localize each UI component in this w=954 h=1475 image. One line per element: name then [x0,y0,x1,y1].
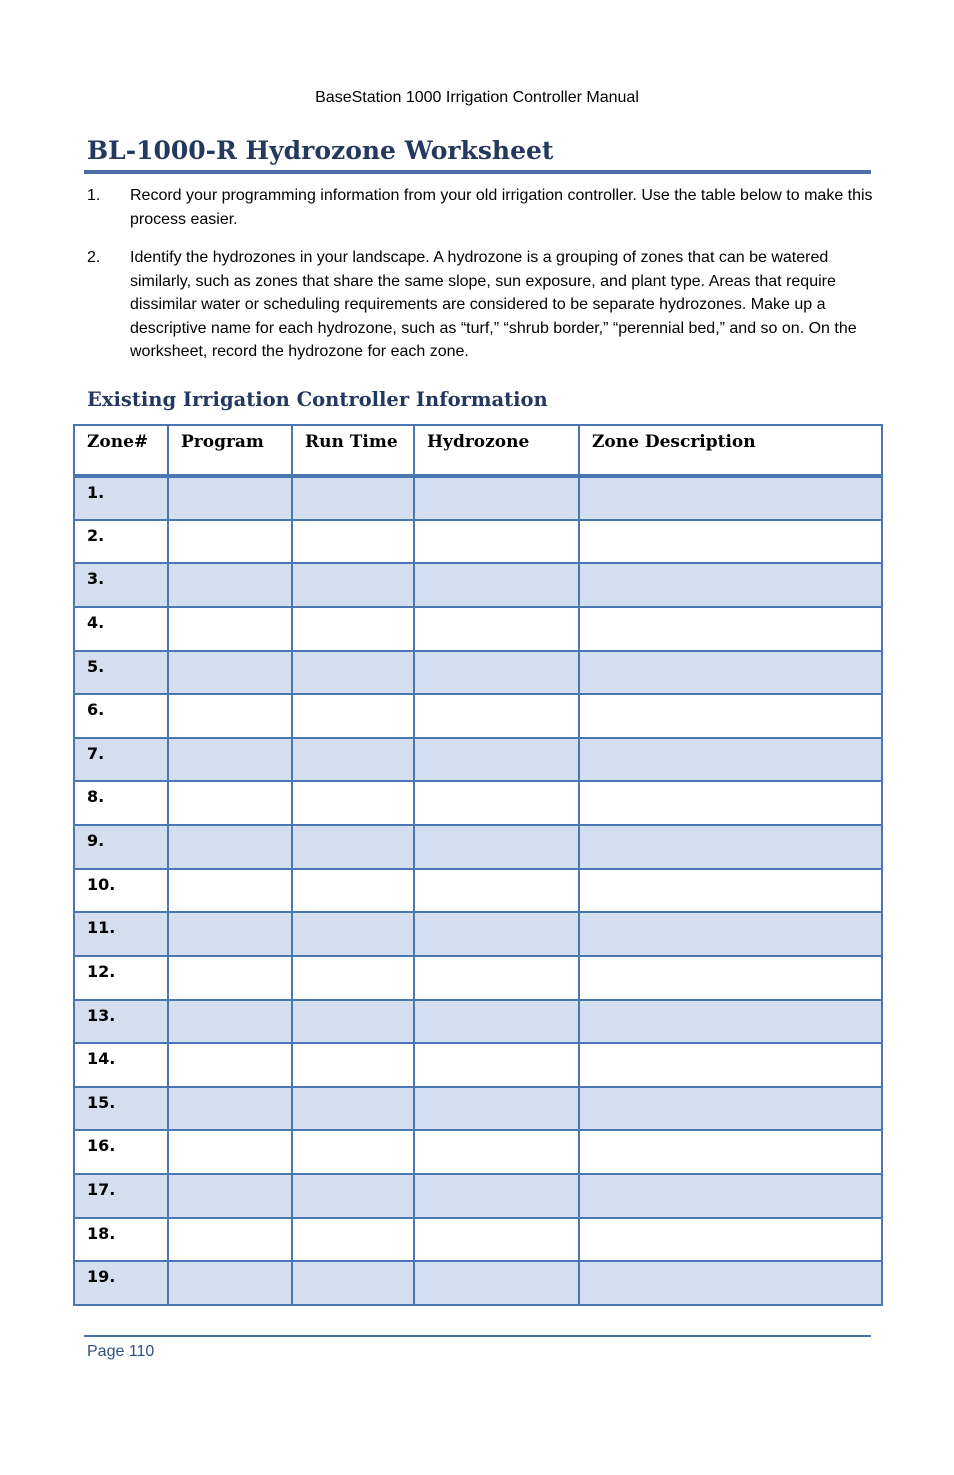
program-cell[interactable] [168,694,292,738]
run-time-cell[interactable] [292,956,414,1000]
zone-description-cell[interactable] [579,1218,882,1262]
hydrozone-cell[interactable] [414,738,579,782]
hydrozone-cell[interactable] [414,651,579,695]
column-header-hydrozone: Hydrozone [414,425,579,476]
zone-description-cell[interactable] [579,956,882,1000]
zone-number-cell: 18. [74,1218,168,1262]
zone-description-cell[interactable] [579,1043,882,1087]
zone-number-cell: 5. [74,651,168,695]
run-time-cell[interactable] [292,520,414,564]
run-time-cell[interactable] [292,1000,414,1044]
zone-description-cell[interactable] [579,781,882,825]
step-number: 1. [87,187,101,204]
run-time-cell[interactable] [292,781,414,825]
hydrozone-cell[interactable] [414,694,579,738]
zone-description-cell[interactable] [579,520,882,564]
run-time-cell[interactable] [292,563,414,607]
run-time-cell[interactable] [292,869,414,913]
hydrozone-cell[interactable] [414,1174,579,1218]
hydrozone-cell[interactable] [414,825,579,869]
hydrozone-cell[interactable] [414,563,579,607]
zone-number-cell: 6. [74,694,168,738]
zone-description-cell[interactable] [579,825,882,869]
table-row [74,607,882,651]
zone-number-cell: 19. [74,1261,168,1305]
zone-description-cell[interactable] [579,1261,882,1305]
zone-description-cell[interactable] [579,607,882,651]
program-cell[interactable] [168,825,292,869]
section-title: Existing Irrigation Controller Information [87,388,548,411]
program-cell[interactable] [168,956,292,1000]
zone-number-cell: 12. [74,956,168,1000]
column-header-run-time: Run Time [292,425,414,476]
step-number: 2. [87,249,101,266]
running-header: BaseStation 1000 Irrigation Controller Manual [315,89,639,106]
hydrozone-cell[interactable] [414,869,579,913]
run-time-cell[interactable] [292,1218,414,1262]
run-time-cell[interactable] [292,1261,414,1305]
program-cell[interactable] [168,781,292,825]
run-time-cell[interactable] [292,912,414,956]
zone-number-cell: 7. [74,738,168,782]
program-cell[interactable] [168,1043,292,1087]
zone-number-cell: 9. [74,825,168,869]
run-time-cell[interactable] [292,1174,414,1218]
program-cell[interactable] [168,1261,292,1305]
run-time-cell[interactable] [292,651,414,695]
hydrozone-cell[interactable] [414,1000,579,1044]
hydrozone-cell[interactable] [414,607,579,651]
zone-description-cell[interactable] [579,869,882,913]
run-time-cell[interactable] [292,1043,414,1087]
program-cell[interactable] [168,520,292,564]
zone-number-cell: 8. [74,781,168,825]
program-cell[interactable] [168,607,292,651]
zone-description-cell[interactable] [579,1087,882,1131]
program-cell[interactable] [168,1174,292,1218]
footer-rule [84,1335,871,1337]
table-row [74,1000,882,1044]
table-row [74,1261,882,1305]
run-time-cell[interactable] [292,738,414,782]
table-row [74,738,882,782]
hydrozone-cell[interactable] [414,476,579,520]
zone-number-cell: 11. [74,912,168,956]
zone-description-cell[interactable] [579,563,882,607]
zone-description-cell[interactable] [579,1130,882,1174]
table-row [74,651,882,695]
zone-number-cell: 13. [74,1000,168,1044]
run-time-cell[interactable] [292,825,414,869]
table-row [74,1130,882,1174]
hydrozone-cell[interactable] [414,1130,579,1174]
run-time-cell[interactable] [292,1130,414,1174]
program-cell[interactable] [168,563,292,607]
zone-description-cell[interactable] [579,738,882,782]
zone-number-cell: 10. [74,869,168,913]
table-row [74,563,882,607]
instruction-step [87,246,877,364]
table-row [74,476,882,520]
run-time-cell[interactable] [292,1087,414,1131]
zone-number-cell: 16. [74,1130,168,1174]
program-cell[interactable] [168,1087,292,1131]
hydrozone-cell[interactable] [414,520,579,564]
table-header-row [74,425,882,476]
program-cell[interactable] [168,1218,292,1262]
table-row [74,825,882,869]
zone-number-cell: 14. [74,1043,168,1087]
instruction-list [87,184,877,379]
table-row [74,869,882,913]
hydrozone-cell[interactable] [414,1087,579,1131]
table-row [74,781,882,825]
step-text: Identify the hydrozones in your landscape. A hydrozone is a grouping of zones that can be watered similarly, such as zones that share the same slope, sun exposure, and plant type. Areas that require dissimilar water or scheduling requirements are considered to be separate hydrozones. Make up a descriptive name for each hydrozone, such as “turf,” “shrub border,” “perennial bed,” and so on. On the worksheet, record the hydrozone for each zone. [130,249,857,360]
zone-description-cell[interactable] [579,1000,882,1044]
zone-description-cell[interactable] [579,651,882,695]
table-row [74,1218,882,1262]
table-row [74,694,882,738]
program-cell[interactable] [168,869,292,913]
page-title: BL-1000-R Hydrozone Worksheet [87,136,554,165]
zone-description-cell[interactable] [579,694,882,738]
hydrozone-cell[interactable] [414,1261,579,1305]
zone-number-cell: 4. [74,607,168,651]
hydrozone-cell[interactable] [414,1043,579,1087]
zone-number-cell: 3. [74,563,168,607]
run-time-cell[interactable] [292,476,414,520]
hydrozone-cell[interactable] [414,781,579,825]
table-row [74,1174,882,1218]
program-cell[interactable] [168,1130,292,1174]
step-text: Record your programming information from your old irrigation controller. Use the table below to make this process easier. [130,187,873,228]
hydrozone-cell[interactable] [414,1218,579,1262]
table-row [74,1043,882,1087]
run-time-cell[interactable] [292,607,414,651]
program-cell[interactable] [168,651,292,695]
instruction-step [87,184,877,231]
column-header-zone-description: Zone Description [579,425,882,476]
table-row [74,520,882,564]
column-header-zone: Zone# [74,425,168,476]
zone-number-cell: 2. [74,520,168,564]
zone-number-cell: 15. [74,1087,168,1131]
table-row [74,912,882,956]
zone-number-cell: 17. [74,1174,168,1218]
program-cell[interactable] [168,912,292,956]
hydrozone-cell[interactable] [414,912,579,956]
program-cell[interactable] [168,738,292,782]
zone-number-cell: 1. [74,476,168,520]
title-rule [84,170,871,174]
program-cell[interactable] [168,1000,292,1044]
page-number: Page 110 [87,1343,155,1360]
column-header-program: Program [168,425,292,476]
hydrozone-cell[interactable] [414,956,579,1000]
table-row [74,1087,882,1131]
zone-description-cell[interactable] [579,476,882,520]
zone-description-cell[interactable] [579,912,882,956]
table-body [74,476,882,1305]
program-cell[interactable] [168,476,292,520]
table-row [74,956,882,1000]
zone-description-cell[interactable] [579,1174,882,1218]
run-time-cell[interactable] [292,694,414,738]
hydrozone-worksheet-table [73,424,883,1306]
